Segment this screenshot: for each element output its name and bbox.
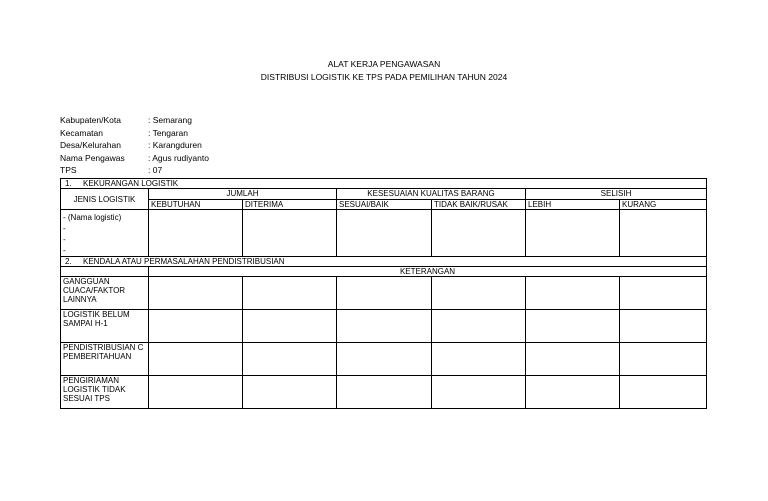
kendala-cell[interactable] [620, 310, 707, 343]
section-title: KEKURANGAN LOGISTIK [83, 179, 179, 188]
kendala-cell[interactable] [620, 376, 707, 409]
section1-header [61, 179, 707, 189]
header-diterima: DITERIMA [243, 199, 337, 210]
form-title: ALAT KERJA PENGAWASAN [327, 59, 441, 69]
kendala-cell[interactable] [243, 310, 337, 343]
header-keterangan: KETERANGAN [149, 267, 707, 277]
section2-header [61, 257, 707, 267]
header-tidak-baik: TIDAK BAIK/RUSAK [432, 199, 526, 210]
info-label: Desa/Kelurahan [60, 140, 121, 150]
logistik-table [60, 178, 707, 409]
keterangan-empty-cell [61, 267, 149, 277]
kendala-label: PENGIRIAMAN LOGISTIK TIDAK SESUAI TPS [61, 376, 149, 409]
info-label: Kecamatan [60, 127, 103, 138]
header-jumlah: JUMLAH [149, 189, 337, 200]
cell-tidak-baik[interactable] [432, 210, 526, 257]
form-subtitle: DISTRIBUSI LOGISTIK KE TPS PADA PEMILIHAN TAHUN 2024 [260, 72, 508, 82]
info-value: : Semarang [148, 115, 192, 125]
kendala-cell[interactable] [243, 343, 337, 376]
kendala-cell[interactable] [243, 277, 337, 310]
kendala-cell[interactable] [526, 343, 620, 376]
kendala-label: PENDISTRIBUSIAN C PEMBERITAHUAN [61, 343, 149, 376]
info-row-tps [60, 164, 209, 177]
kendala-cell[interactable] [432, 310, 526, 343]
cell-lebih[interactable] [526, 210, 620, 257]
section-number: 1. [65, 179, 72, 188]
list-item: - [63, 246, 66, 255]
cell-diterima[interactable] [243, 210, 337, 257]
header-kebutuhan: KEBUTUHAN [149, 199, 243, 210]
info-row-pengawas [60, 152, 209, 165]
kendala-cell[interactable] [149, 310, 243, 343]
identity-info [60, 114, 209, 177]
kendala-cell[interactable] [432, 343, 526, 376]
cell-kurang[interactable] [620, 210, 707, 257]
kendala-cell[interactable] [620, 277, 707, 310]
info-row-kecamatan [60, 127, 209, 140]
kendala-cell[interactable] [149, 277, 243, 310]
info-label: Kabupaten/Kota [60, 115, 121, 125]
kendala-label: LOGISTIK BELUM SAMPAI H-1 [61, 310, 149, 343]
kendala-cell[interactable] [337, 343, 432, 376]
header-lebih: LEBIH [526, 199, 620, 210]
section-number: 2. [65, 257, 72, 266]
header-kurang: KURANG [620, 199, 707, 210]
list-item: - [63, 224, 66, 233]
kendala-cell[interactable] [243, 376, 337, 409]
kendala-cell[interactable] [432, 376, 526, 409]
list-item: - [63, 235, 66, 244]
kendala-cell[interactable] [432, 277, 526, 310]
info-value: : 07 [148, 165, 163, 175]
logistik-list-cell [61, 210, 149, 257]
kendala-cell[interactable] [620, 343, 707, 376]
kendala-label: GANGGUAN CUACA/FAKTOR LAINNYA [61, 277, 149, 310]
info-row-kabupaten [60, 114, 209, 127]
section-title: KENDALA ATAU PERMASALAHAN PENDISTRIBUSIAN [83, 257, 285, 266]
kendala-cell[interactable] [337, 277, 432, 310]
kendala-cell[interactable] [526, 310, 620, 343]
cell-kebutuhan[interactable] [149, 210, 243, 257]
cell-sesuai[interactable] [337, 210, 432, 257]
kendala-cell[interactable] [337, 310, 432, 343]
header-selisih: SELISIH [526, 189, 707, 200]
kendala-cell[interactable] [526, 376, 620, 409]
info-value: : Karangduren [148, 140, 202, 150]
list-item: - (Nama logistic) [63, 213, 122, 222]
kendala-cell[interactable] [149, 343, 243, 376]
info-label: TPS [60, 165, 77, 175]
info-row-desa [60, 139, 209, 152]
info-label: Nama Pengawas [60, 152, 125, 163]
kendala-cell[interactable] [526, 277, 620, 310]
info-value: : Tengaran [148, 127, 189, 138]
info-value: : Agus rudiyanto [148, 152, 209, 163]
header-sesuai: SESUAI/BAIK [337, 199, 432, 210]
kendala-cell[interactable] [149, 376, 243, 409]
header-kesesuaian: KESESUAIAN KUALITAS BARANG [337, 189, 526, 200]
header-jenis-logistik: JENIS LOGISTIK [61, 189, 149, 210]
kendala-cell[interactable] [337, 376, 432, 409]
